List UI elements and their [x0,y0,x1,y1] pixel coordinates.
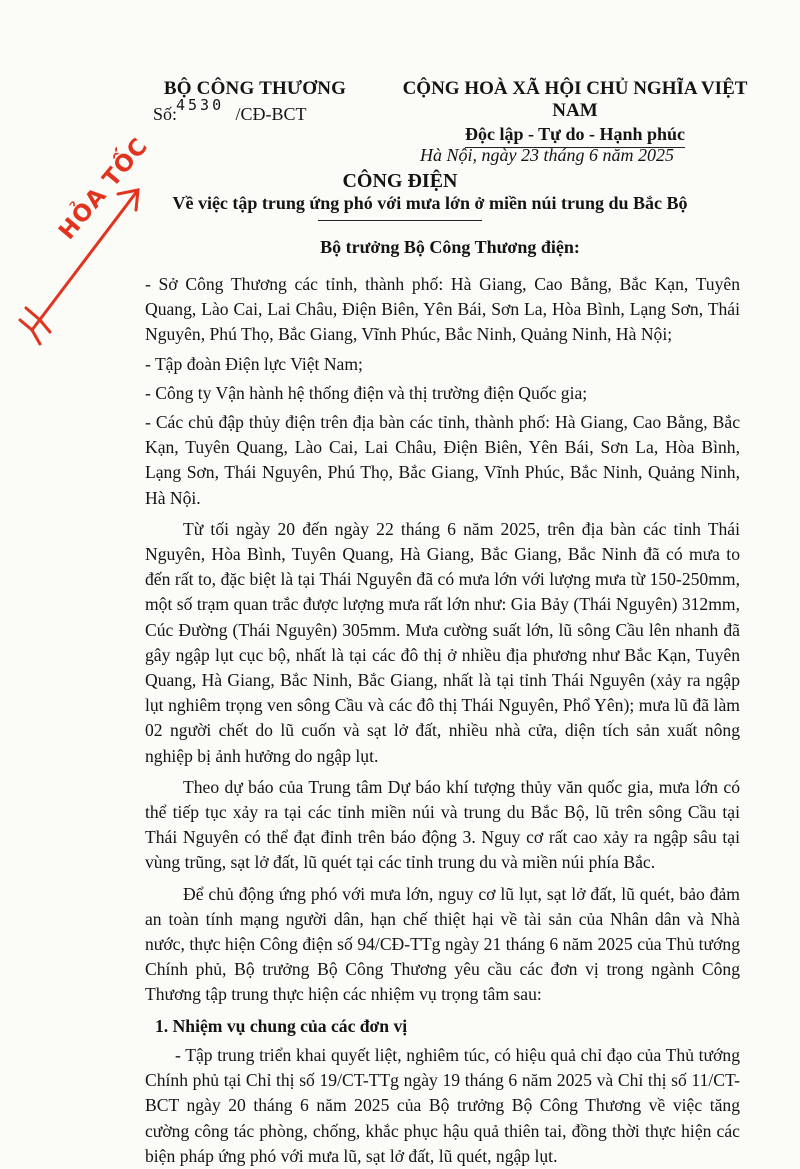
document-title: CÔNG ĐIỆN [342,170,458,192]
body-paragraph: Từ tối ngày 20 đến ngày 22 tháng 6 năm 2025, trên địa bàn các tỉnh Thái Nguyên, Hòa Bình, Tuyên Quang, Hà Giang, Bắc Giang, Bắc Ninh đã có mưa to đến rất to, đặc biệt là tại Thái Nguyên đã có mưa lớn với lượng mưa từ 150-250mm, một số trạm quan trắc được lượng mưa rất lớn như: Gia Bảy (Thái Nguyên) 312mm, Cúc Đường (Thái Nguyên) 305mm. Mưa cường suất lớn, lũ sông Cầu lên nhanh đã gây ngập lụt cục bộ, nhất là tại các đô thị ở nhiều địa phương như Bắc Kạn, Tuyên Quang, Hà Giang, Bắc Ninh, Bắc Giang, nhất là tại tỉnh Thái Nguyên (xảy ra ngập lụt nghiêm trọng ven sông Cầu và các đô thị Thái Nguyên, Phổ Yên); mưa lũ đã làm 02 người chết do lũ cuốn và sạt lở đất, nhiều nhà cửa, diện tích sản xuất nông nghiệp bị ảnh hưởng do ngập lụt. [145,518,740,766]
body-paragraph: Theo dự báo của Trung tâm Dự báo khí tượng thủy văn quốc gia, mưa lớn có thể tiếp tục xảy ra tại các tỉnh miền núi và trung du Bắc Bộ, lũ trên sông Cầu tại Thái Nguyên có thể đạt đỉnh trên báo động 3. Nguy cơ rất cao xảy ra ngập sâu tại vùng trũng, sạt lở đất, lũ quét tại các tỉnh trung du và miền núi phía Bắc. [145,776,740,873]
doc-number-handwritten: 4530 [176,96,225,114]
doc-number-prefix: Số: [153,104,178,124]
agency-name: BỘ CÔNG THƯƠNG [163,78,347,99]
document-subject: Về việc tập trung ứng phó với mưa lớn ở miền núi trung du Bắc Bộ [172,193,688,213]
document-body [145,272,740,1169]
body-paragraph: Để chủ động ứng phó với mưa lớn, nguy cơ lũ lụt, sạt lở đất, lũ quét, bảo đảm an toàn tính mạng người dân, hạn chế thiệt hại về tài sản của Nhân dân và Nhà nước, thực hiện Công điện số 94/CĐ-TTg ngày 21 tháng 6 năm 2025 của Thủ tướng Chính phủ, Bộ trưởng Bộ Công Thương yêu cầu các đơn vị trong ngành Công Thương tập trung thực hiện các nhiệm vụ trọng tâm sau: [145,883,740,1005]
recipient-item: - Công ty Vận hành hệ thống điện và thị trường điện Quốc gia; [145,382,588,403]
document-number [150,96,360,125]
national-heading-block [380,78,770,148]
doc-number-suffix: /CĐ-BCT [235,104,307,124]
urgent-stamp-label: HỎA TỐC [54,133,154,245]
sender-line: Bộ trưởng Bộ Công Thương điện: [320,237,580,257]
subject-underline [318,220,482,221]
recipient-item: - Các chủ đập thủy điện trên địa bàn các tỉnh, thành phố: Hà Giang, Cao Bằng, Bắc Kạn, Tuyên Quang, Lào Cai, Lai Châu, Điện Biên, Yên Bái, Sơn La, Hòa Bình, Lạng Sơn, Thái Nguyên, Phú Thọ, Bắc Giang, Vĩnh Phúc, Bắc Ninh, Quảng Ninh, Hà Nội. [145,412,740,508]
issuing-agency-block [150,78,360,125]
place-date: Hà Nội, ngày 23 tháng 6 năm 2025 [420,145,674,165]
recipient-item: - Sở Công Thương các tỉnh, thành phố: Hà Giang, Cao Bằng, Bắc Kạn, Tuyên Quang, Lào Cai, Lai Châu, Điện Biên, Yên Bái, Sơn La, Hòa Bình, Lạng Sơn, Thái Nguyên, Phú Thọ, Bắc Giang, Vĩnh Phúc, Bắc Ninh, Quảng Ninh, Hà Nội; [145,274,740,345]
section-heading: 1. Nhiệm vụ chung của các đơn vị [155,1015,408,1036]
national-motto: Độc lập - Tự do - Hạnh phúc [465,124,685,148]
section-bullet: - Tập trung triển khai quyết liệt, nghiêm túc, có hiệu quả chỉ đạo của Thủ tướng Chính phủ tại Chỉ thị số 19/CT-TTg ngày 19 tháng 6 năm 2025 và Chỉ thị số 11/CT-BCT ngày 20 tháng 6 năm 2025 của Bộ trưởng Bộ Công Thương về việc tăng cường công tác phòng, chống, khắc phục hậu quả thiên tai, đồng thời thực hiện các biện pháp ứng phó với mưa lũ, sạt lở đất, lũ quét, ngập lụt. [145,1044,740,1166]
recipient-item: - Tập đoàn Điện lực Việt Nam; [145,353,363,374]
country-name: CỘNG HOÀ XÃ HỘI CHỦ NGHĨA VIỆT NAM [402,78,748,121]
